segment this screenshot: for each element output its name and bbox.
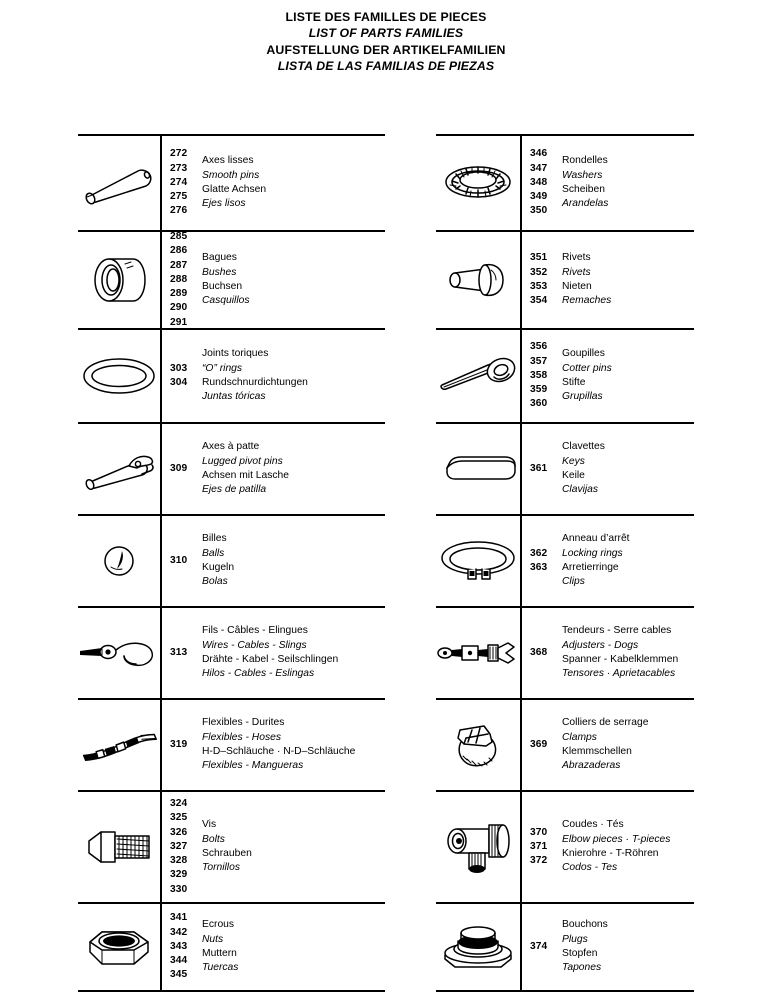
clamp-icon	[450, 720, 506, 770]
family-number[interactable]: 341	[170, 912, 188, 924]
part-family-info-cell	[522, 424, 694, 514]
family-label: Muttern	[202, 948, 237, 959]
family-label: Rivets	[562, 252, 591, 264]
family-number-list	[170, 147, 194, 218]
family-label: Klemmschellen	[562, 746, 632, 757]
table-row[interactable]	[78, 606, 385, 698]
family-number[interactable]: 352	[530, 266, 548, 278]
page-title-fr: LISTE DES FAMILLES DE PIECES	[285, 10, 487, 24]
nut-icon	[84, 922, 154, 972]
family-label: Locking rings	[562, 547, 623, 559]
family-label: Ejes lisos	[202, 198, 246, 210]
part-illustration-cell	[78, 792, 162, 902]
family-label: Achsen mit Lasche	[202, 470, 289, 481]
family-label: Flexibles - Mangueras	[202, 760, 304, 772]
part-illustration-cell	[436, 232, 522, 328]
family-label-list	[554, 347, 612, 404]
family-label: Kugeln	[202, 562, 235, 573]
family-number[interactable]: 351	[530, 252, 548, 264]
family-number-list	[530, 340, 554, 411]
family-number[interactable]: 290	[170, 302, 188, 314]
washer-icon	[440, 160, 516, 206]
family-label: Washers	[562, 169, 603, 181]
family-label: Grupillas	[562, 391, 603, 403]
family-label: Schrauben	[202, 848, 252, 859]
part-family-info-cell	[162, 232, 385, 328]
family-number[interactable]: 344	[170, 955, 188, 967]
family-number[interactable]: 343	[170, 940, 188, 952]
family-number[interactable]: 356	[530, 341, 548, 353]
family-label: Bolts	[202, 833, 225, 845]
family-label: Billes	[202, 533, 227, 545]
family-label-list	[194, 440, 289, 497]
family-label: Casquillos	[202, 295, 250, 307]
part-family-info-cell	[162, 424, 385, 514]
family-label: Bolas	[202, 576, 228, 588]
family-number-list	[170, 362, 194, 391]
part-illustration-cell	[436, 904, 522, 990]
family-number[interactable]: 330	[170, 883, 188, 895]
table-row[interactable]	[436, 514, 694, 606]
family-number[interactable]: 328	[170, 855, 188, 867]
part-family-info-cell	[162, 904, 385, 990]
rivet-icon	[445, 257, 511, 303]
family-label: Lugged pivot pins	[202, 455, 283, 467]
family-label-list	[194, 251, 250, 308]
family-label: Clamps	[562, 731, 597, 743]
family-label: Tuercas	[202, 962, 239, 974]
part-family-info-cell	[162, 330, 385, 422]
family-label: Bushes	[202, 266, 237, 278]
right-column	[436, 134, 694, 992]
wire-sling-icon	[78, 636, 160, 670]
family-label: Elbow pieces · T-pieces	[562, 833, 671, 845]
table-row[interactable]	[78, 698, 385, 790]
family-label: Rivets	[562, 266, 591, 278]
part-illustration-cell	[78, 424, 162, 514]
family-label: Remaches	[562, 295, 612, 307]
part-family-info-cell	[522, 700, 694, 790]
hose-icon	[78, 725, 160, 765]
family-number[interactable]: 369	[530, 738, 548, 750]
key-icon	[437, 452, 519, 486]
page-title-block	[0, 9, 772, 75]
family-number[interactable]: 289	[170, 288, 188, 300]
table-row[interactable]	[78, 902, 385, 992]
table-row[interactable]	[436, 328, 694, 422]
family-number[interactable]: 358	[530, 369, 548, 381]
family-number[interactable]: 276	[170, 205, 188, 217]
family-label: Keys	[562, 455, 585, 467]
family-label: Fils - Câbles - Elingues	[202, 625, 308, 637]
page-title-en: LIST OF PARTS FAMILIES	[308, 26, 464, 41]
family-number[interactable]: 368	[530, 646, 548, 658]
family-number[interactable]: 363	[530, 562, 548, 573]
family-label-list	[194, 716, 355, 773]
family-number[interactable]: 360	[530, 398, 548, 410]
table-row[interactable]	[78, 422, 385, 514]
family-number[interactable]: 272	[170, 148, 188, 160]
family-number[interactable]: 348	[530, 176, 548, 188]
family-label-list	[194, 154, 266, 211]
family-label: Clavettes	[562, 441, 605, 453]
family-label: Keile	[562, 470, 585, 481]
family-label: Clips	[562, 576, 585, 588]
family-label: Rondelles	[562, 155, 608, 167]
family-label: Rundschnurdichtungen	[202, 377, 308, 388]
family-label: Knierohre - T-Röhren	[562, 848, 659, 859]
family-label: Vis	[202, 819, 217, 831]
part-family-info-cell	[162, 516, 385, 606]
family-number-list	[170, 462, 194, 476]
family-label: Axes lisses	[202, 155, 254, 167]
family-number[interactable]: 329	[170, 869, 188, 881]
family-label-list	[554, 154, 608, 211]
family-number-list	[170, 646, 194, 660]
table-row[interactable]	[436, 422, 694, 514]
family-label-list	[194, 347, 308, 404]
table-row[interactable]	[78, 328, 385, 422]
family-label: Plugs	[562, 933, 588, 945]
family-label: Stifte	[562, 377, 586, 388]
part-family-info-cell	[522, 516, 694, 606]
left-column	[78, 134, 385, 992]
family-label-list	[554, 818, 670, 875]
family-label-list	[554, 918, 608, 975]
family-number[interactable]: 357	[530, 355, 548, 367]
table-row[interactable]	[436, 606, 694, 698]
family-label: Balls	[202, 547, 225, 559]
family-label: Tornillos	[202, 862, 240, 874]
family-label: Bouchons	[562, 919, 608, 931]
family-label: Smooth pins	[202, 169, 260, 181]
family-number[interactable]: 324	[170, 797, 188, 809]
family-number[interactable]: 361	[530, 462, 548, 474]
family-label: Abrazaderas	[562, 760, 621, 772]
table-row[interactable]	[436, 902, 694, 992]
lugged-pivot-pin-icon	[79, 447, 159, 491]
family-number[interactable]: 273	[170, 162, 188, 174]
family-number-list	[530, 940, 554, 954]
family-number[interactable]: 326	[170, 826, 188, 838]
family-label: Arandelas	[562, 198, 609, 210]
family-label: Glatte Achsen	[202, 184, 267, 195]
family-number[interactable]: 304	[170, 377, 188, 388]
family-label: Tensores · Aprietacables	[562, 668, 676, 680]
family-number-list	[530, 738, 554, 752]
family-number[interactable]: 275	[170, 191, 188, 203]
family-number[interactable]: 370	[530, 826, 548, 838]
part-illustration-cell	[78, 904, 162, 990]
part-illustration-cell	[78, 700, 162, 790]
table-row[interactable]	[436, 230, 694, 328]
locking-ring-icon	[438, 537, 518, 585]
family-number-list	[170, 230, 194, 330]
part-illustration-cell	[78, 516, 162, 606]
family-number[interactable]: 349	[530, 191, 548, 203]
family-label: Anneau d’arrêt	[562, 533, 630, 545]
parts-families-table	[78, 134, 694, 992]
family-label: H-D–Schläuche · N-D–Schläuche	[202, 746, 356, 757]
family-label: “O” rings	[202, 362, 243, 374]
part-illustration-cell	[78, 232, 162, 328]
family-number[interactable]: 291	[170, 316, 188, 328]
family-label: Joints toriques	[202, 348, 269, 360]
part-illustration-cell	[436, 330, 522, 422]
table-row[interactable]	[436, 790, 694, 902]
family-label: Scheiben	[562, 184, 605, 195]
family-number-list	[530, 646, 554, 660]
family-label: Hilos - Cables - Eslingas	[202, 668, 315, 680]
family-number-list	[170, 554, 194, 568]
page-title-de: AUFSTELLUNG DER ARTIKELFAMILIEN	[266, 42, 506, 57]
family-number[interactable]: 372	[530, 855, 548, 867]
smooth-pin-icon	[80, 160, 158, 206]
part-family-info-cell	[522, 330, 694, 422]
family-number[interactable]: 354	[530, 295, 548, 307]
family-number[interactable]: 346	[530, 148, 548, 160]
family-label: Goupilles	[562, 348, 605, 360]
family-number[interactable]: 286	[170, 245, 188, 257]
table-row[interactable]	[78, 790, 385, 902]
part-illustration-cell	[436, 792, 522, 902]
table-row[interactable]	[436, 134, 694, 230]
family-label: Wires - Cables - Slings	[202, 639, 307, 651]
part-illustration-cell	[436, 136, 522, 230]
family-label: Arretierringe	[562, 562, 619, 573]
family-label-list	[194, 818, 252, 875]
family-label: Buchsen	[202, 281, 243, 292]
part-family-info-cell	[522, 136, 694, 230]
cotter-pin-icon	[436, 355, 520, 397]
family-label: Nuts	[202, 933, 224, 945]
part-illustration-cell	[78, 136, 162, 230]
family-label: Adjusters - Dogs	[562, 639, 639, 651]
family-label-list	[194, 918, 238, 975]
table-row[interactable]	[78, 514, 385, 606]
family-label: Tendeurs - Serre cables	[562, 625, 672, 637]
part-family-info-cell	[162, 700, 385, 790]
page-title-es: LISTA DE LAS FAMILIAS DE PIEZAS	[277, 59, 495, 74]
bush-icon	[87, 253, 151, 307]
bolt-icon	[81, 825, 157, 869]
family-number[interactable]: 347	[530, 162, 548, 174]
family-label: Axes à patte	[202, 441, 260, 453]
part-family-info-cell	[522, 608, 694, 698]
part-family-info-cell	[522, 904, 694, 990]
family-label-list	[554, 532, 630, 589]
family-number[interactable]: 285	[170, 230, 188, 242]
part-family-info-cell	[522, 792, 694, 902]
family-label: Nieten	[562, 281, 592, 292]
family-label: Colliers de serrage	[562, 717, 649, 729]
family-label-list	[554, 716, 648, 773]
family-number[interactable]: 342	[170, 926, 188, 938]
table-row[interactable]	[436, 698, 694, 790]
family-label: Drähte - Kabel - Seilschlingen	[202, 654, 339, 665]
family-number-list	[530, 826, 554, 869]
family-number[interactable]: 359	[530, 384, 548, 396]
family-label: Ecrous	[202, 919, 235, 931]
family-label-list	[554, 440, 605, 497]
part-illustration-cell	[78, 608, 162, 698]
part-illustration-cell	[436, 424, 522, 514]
part-illustration-cell	[78, 330, 162, 422]
family-number[interactable]: 353	[530, 281, 548, 292]
family-number[interactable]: 374	[530, 940, 548, 952]
family-number[interactable]: 319	[170, 738, 188, 750]
family-label: Bagues	[202, 252, 237, 264]
family-number[interactable]: 362	[530, 547, 548, 559]
family-label: Cotter pins	[562, 362, 612, 374]
family-number-list	[530, 251, 554, 308]
table-row[interactable]	[78, 134, 385, 230]
part-illustration-cell	[436, 700, 522, 790]
adjuster-icon	[436, 638, 520, 668]
family-number[interactable]: 288	[170, 273, 188, 285]
family-number[interactable]: 327	[170, 840, 188, 852]
family-number-list	[170, 911, 194, 982]
family-number-list	[170, 797, 194, 897]
part-family-info-cell	[522, 232, 694, 328]
family-label: Stopfen	[562, 948, 598, 959]
family-number-list	[530, 462, 554, 476]
family-label: Juntas tóricas	[202, 391, 266, 403]
family-label-list	[554, 624, 678, 681]
family-number[interactable]: 274	[170, 176, 188, 188]
family-label-list	[554, 251, 611, 308]
part-illustration-cell	[436, 608, 522, 698]
family-number[interactable]: 371	[530, 840, 548, 852]
table-row[interactable]	[78, 230, 385, 328]
family-number-list	[170, 738, 194, 752]
family-label: Coudes · Tés	[562, 819, 624, 831]
family-number[interactable]: 345	[170, 969, 188, 981]
family-number[interactable]: 287	[170, 259, 188, 271]
part-family-info-cell	[162, 136, 385, 230]
part-family-info-cell	[162, 792, 385, 902]
ball-icon	[102, 544, 136, 578]
family-number[interactable]: 325	[170, 812, 188, 824]
family-label: Spanner - Kabelklemmen	[562, 654, 679, 665]
family-number[interactable]: 309	[170, 462, 188, 474]
part-illustration-cell	[436, 516, 522, 606]
family-label-list	[194, 532, 234, 589]
family-number[interactable]: 310	[170, 554, 188, 566]
family-label-list	[194, 624, 338, 681]
family-label: Clavijas	[562, 484, 599, 496]
part-family-info-cell	[162, 608, 385, 698]
family-label: Flexibles - Durites	[202, 717, 285, 729]
plug-icon	[439, 921, 517, 973]
family-label: Tapones	[562, 962, 602, 974]
family-number[interactable]: 313	[170, 646, 188, 658]
elbow-tee-icon	[445, 819, 511, 875]
family-label: Ejes de patilla	[202, 484, 267, 496]
o-ring-icon	[81, 354, 157, 398]
family-label: Flexibles - Hoses	[202, 731, 281, 743]
family-label: Codos - Tes	[562, 862, 618, 874]
family-number-list	[530, 147, 554, 218]
family-number-list	[530, 547, 554, 576]
family-number[interactable]: 350	[530, 205, 548, 217]
family-number[interactable]: 303	[170, 362, 188, 374]
